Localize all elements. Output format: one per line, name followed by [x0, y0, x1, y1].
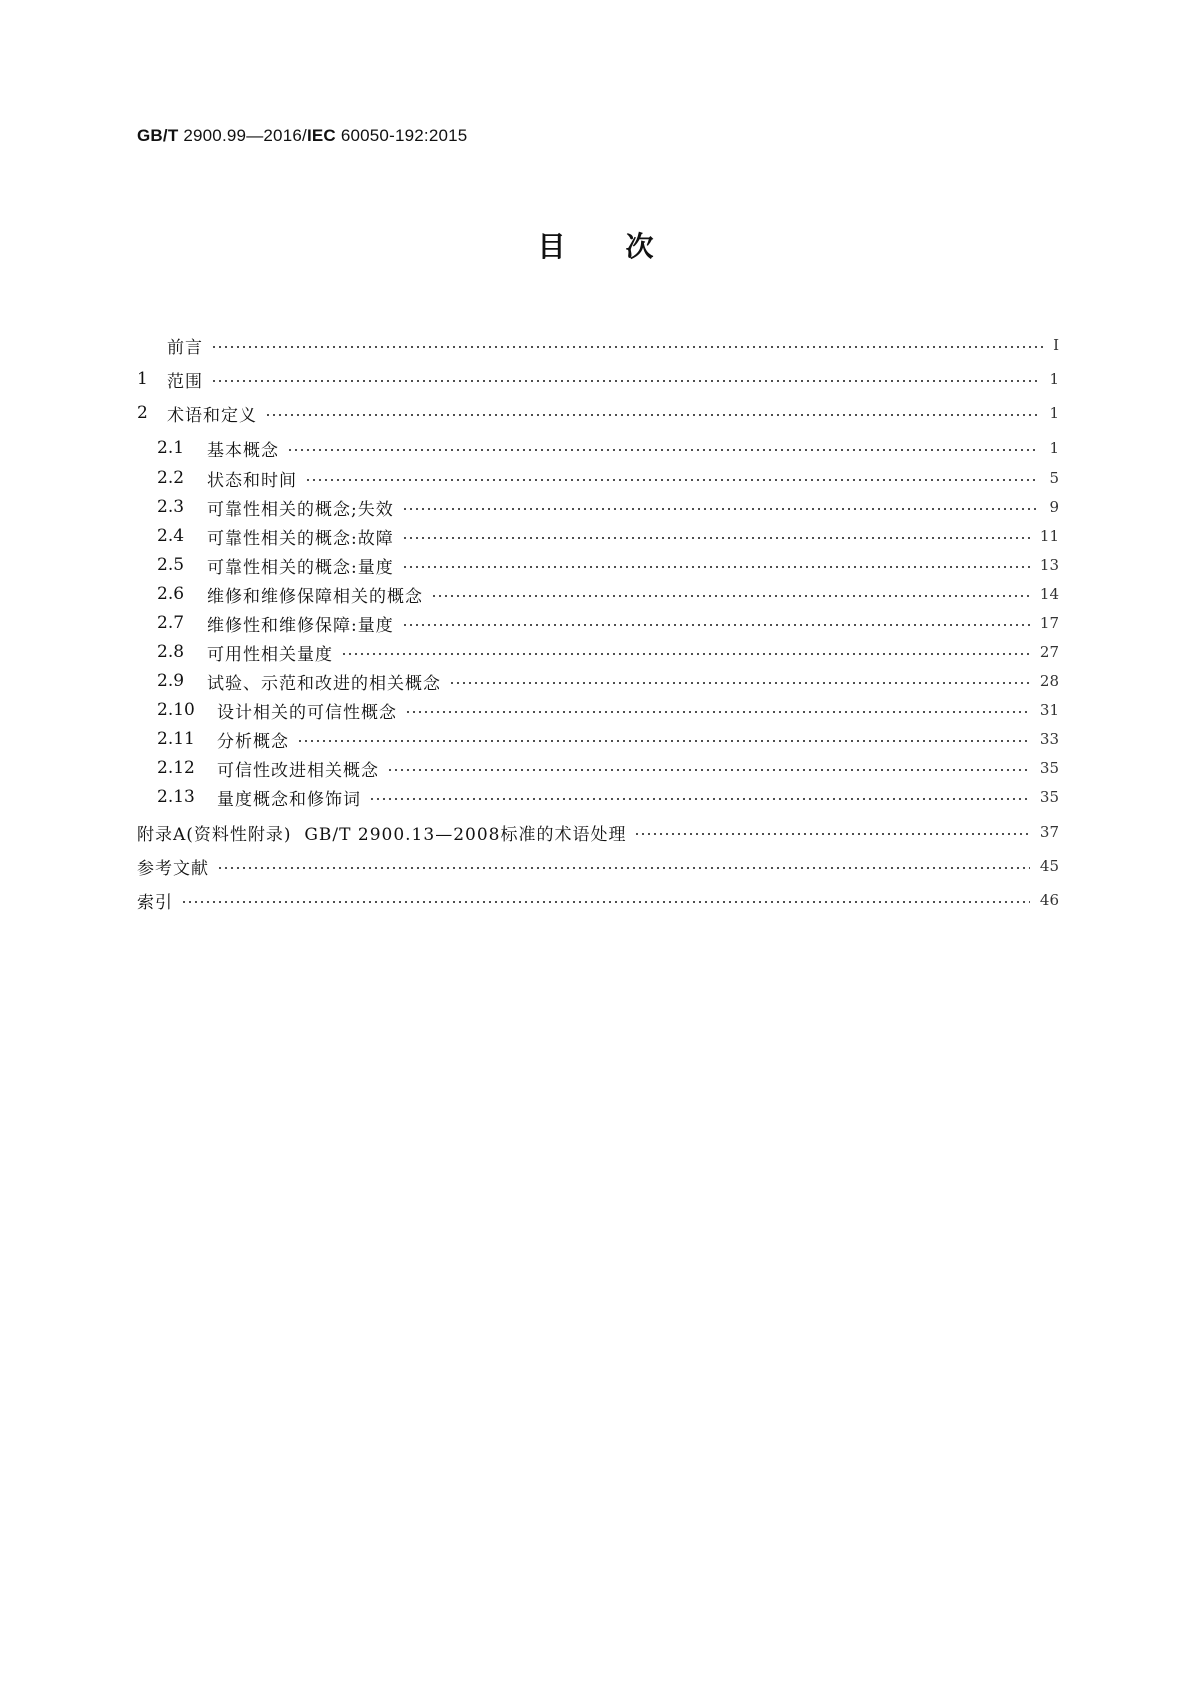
dot-leader — [402, 624, 1030, 626]
toc-entry-terms[interactable] — [137, 399, 1059, 427]
toc-entry-number: 2.6 — [157, 584, 185, 604]
toc-entry-2-5[interactable] — [157, 551, 1059, 579]
toc-entry-2-8[interactable] — [157, 638, 1059, 666]
toc-entry-page: Ⅰ — [1053, 336, 1059, 354]
toc-entry-number: 2.7 — [157, 613, 185, 633]
toc-entry-label: 术语和定义 — [167, 405, 257, 426]
toc-entry-2-3[interactable] — [157, 493, 1059, 521]
toc-entry-page: 17 — [1039, 614, 1059, 632]
toc-entry-number: 2.11 — [157, 729, 195, 749]
toc-entry-label: 前言 — [167, 337, 203, 358]
toc-entry-index[interactable] — [137, 886, 1059, 914]
dot-leader — [305, 479, 1039, 481]
dot-leader — [369, 798, 1030, 800]
toc-entry-number: 2.1 — [157, 438, 185, 458]
dot-leader — [387, 769, 1030, 771]
toc-entry-references[interactable] — [137, 852, 1059, 880]
dot-leader — [431, 595, 1030, 597]
toc-entry-page: 1 — [1049, 370, 1059, 388]
toc-entry-page: 35 — [1039, 759, 1059, 777]
dot-leader — [287, 449, 1039, 451]
toc-entry-appendix-a[interactable] — [137, 818, 1059, 846]
dot-leader — [211, 346, 1043, 348]
toc-entry-2-7[interactable] — [157, 609, 1059, 637]
dot-leader — [402, 566, 1030, 568]
toc-entry-number: 2.13 — [157, 787, 195, 807]
toc-entry-number: 2.4 — [157, 526, 185, 546]
toc-entry-label: 状态和时间 — [207, 470, 297, 491]
standard-number-rest: 2900.99—2016/ — [178, 126, 307, 145]
toc-entry-label: 基本概念 — [207, 440, 279, 461]
dot-leader — [402, 537, 1030, 539]
toc-entry-label: 维修性和维修保障:量度 — [207, 615, 394, 636]
toc-entry-2-2[interactable] — [157, 464, 1059, 492]
toc-entry-label: 可用性相关量度 — [207, 644, 333, 665]
dot-leader — [405, 711, 1030, 713]
dot-leader — [634, 833, 1029, 835]
toc-entry-page: 46 — [1039, 891, 1059, 909]
toc-entry-number: 2.2 — [157, 468, 185, 488]
toc-entry-page: 1 — [1049, 404, 1059, 422]
toc-entry-scope[interactable] — [137, 365, 1059, 393]
toc-entry-number: 2 — [137, 403, 148, 423]
toc-entry-label: 维修和维修保障相关的概念 — [207, 586, 423, 607]
toc-entry-number: 2.8 — [157, 642, 185, 662]
toc-entry-number: 2.10 — [157, 700, 195, 720]
toc-entry-foreword[interactable] — [137, 331, 1059, 359]
toc-entry-label: 可靠性相关的概念:量度 — [207, 557, 394, 578]
standard-code: GB/T — [137, 126, 179, 145]
toc-entry-page: 27 — [1039, 643, 1059, 661]
standard-number — [137, 126, 467, 146]
toc-entry-page: 9 — [1049, 498, 1059, 516]
toc-entry-page: 11 — [1039, 527, 1059, 545]
toc-entry-2-13[interactable] — [157, 783, 1059, 811]
toc-entry-page: 14 — [1039, 585, 1059, 603]
toc-entry-label: 分析概念 — [217, 731, 289, 752]
dot-leader — [181, 901, 1030, 903]
toc-entry-page: 5 — [1049, 469, 1059, 487]
toc-entry-page: 33 — [1039, 730, 1059, 748]
dot-leader — [217, 867, 1030, 869]
toc-entry-page: 37 — [1039, 823, 1059, 841]
toc-entry-2-4[interactable] — [157, 522, 1059, 550]
toc-entry-label: 可靠性相关的概念;失效 — [207, 499, 394, 520]
dot-leader — [297, 740, 1030, 742]
toc-entry-page: 13 — [1039, 556, 1059, 574]
toc-entry-2-10[interactable] — [157, 696, 1059, 724]
toc-entry-label: 索引 — [137, 892, 173, 913]
iec-number-rest: 60050-192:2015 — [335, 126, 468, 145]
toc-entry-label: 参考文献 — [137, 858, 209, 879]
toc-entry-2-12[interactable] — [157, 754, 1059, 782]
toc-entry-label: 量度概念和修饰词 — [217, 789, 361, 810]
toc-entry-label: 设计相关的可信性概念 — [217, 702, 397, 723]
toc-entry-number: 2.3 — [157, 497, 185, 517]
toc-entry-label: 可信性改进相关概念 — [217, 760, 379, 781]
toc-entry-label: 范围 — [167, 371, 203, 392]
toc-entry-page: 1 — [1049, 439, 1059, 457]
toc-entry-2-1[interactable] — [157, 434, 1059, 462]
page-title: 目次 — [537, 230, 714, 263]
dot-leader — [341, 653, 1030, 655]
toc-entry-number: 2.9 — [157, 671, 185, 691]
iec-code: IEC — [306, 126, 336, 145]
toc-entry-label: 附录A(资料性附录) GB/T 2900.13—2008标准的术语处理 — [137, 824, 627, 845]
toc-entry-label: 可靠性相关的概念:故障 — [207, 528, 394, 549]
dot-leader — [402, 508, 1040, 510]
toc-entry-number: 2.12 — [157, 758, 195, 778]
toc-entry-2-9[interactable] — [157, 667, 1059, 695]
toc-entry-page: 45 — [1039, 857, 1059, 875]
dot-leader — [211, 380, 1039, 382]
toc-entry-2-6[interactable] — [157, 580, 1059, 608]
toc-entry-page: 28 — [1039, 672, 1059, 690]
toc-entry-label: 试验、示范和改进的相关概念 — [207, 673, 441, 694]
dot-leader — [449, 682, 1030, 684]
toc-entry-2-11[interactable] — [157, 725, 1059, 753]
toc-entry-number: 2.5 — [157, 555, 185, 575]
toc-entry-number: 1 — [137, 369, 148, 389]
toc-entry-page: 35 — [1039, 788, 1059, 806]
dot-leader — [265, 414, 1039, 416]
toc-entry-page: 31 — [1039, 701, 1059, 719]
